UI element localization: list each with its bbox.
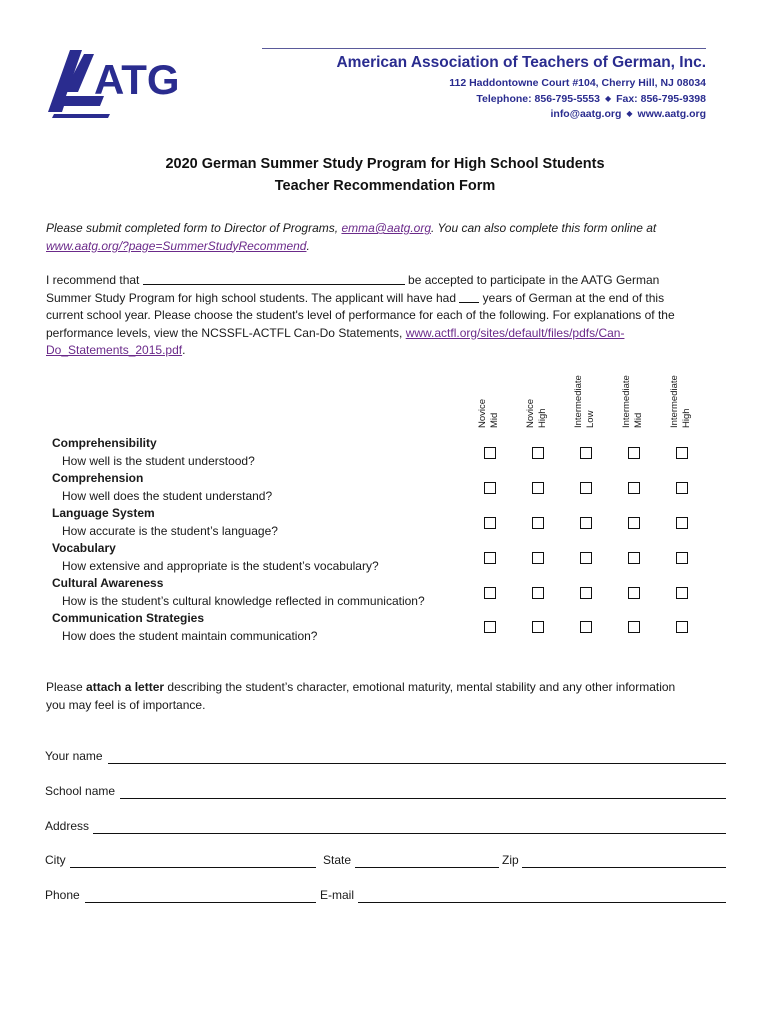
criterion-question: How accurate is the student’s language?: [62, 524, 278, 538]
letter-emphasis: attach a letter: [86, 680, 165, 694]
state-label: State: [323, 853, 352, 867]
state-field[interactable]: [355, 867, 499, 868]
letter-text: Please: [46, 680, 87, 694]
recommend-text: performance levels, view the NCSSFL-ACTFL Can-Do Statements,: [46, 325, 406, 340]
checkbox-novice-mid[interactable]: [484, 552, 496, 564]
checkbox-intermediate-low[interactable]: [580, 552, 592, 564]
org-contact: [550, 108, 706, 120]
city-field[interactable]: [70, 867, 316, 868]
address-field[interactable]: [93, 833, 726, 834]
intro-text: .: [306, 238, 310, 253]
checkbox-novice-mid[interactable]: [484, 621, 496, 633]
org-name: American Association of Teachers of German, Inc.: [336, 54, 706, 71]
checkbox-novice-high[interactable]: [532, 447, 544, 459]
form-title-line2: Teacher Recommendation Form: [274, 178, 496, 194]
checkbox-intermediate-low[interactable]: [580, 621, 592, 633]
intro-text: . You can also complete this form online at: [431, 221, 657, 235]
phone-field[interactable]: [85, 902, 316, 903]
level-header-novice-high: [521, 340, 553, 430]
level-label: Novice High: [525, 398, 548, 428]
checkbox-intermediate-low[interactable]: [580, 517, 592, 529]
org-phone-fax: [476, 93, 706, 105]
intro-paragraph: [46, 220, 726, 255]
checkbox-intermediate-mid[interactable]: [628, 482, 640, 494]
recommend-text: years of German at the end of this: [479, 290, 665, 305]
your-name-field[interactable]: [108, 763, 726, 764]
checkbox-novice-mid[interactable]: [484, 587, 496, 599]
checkbox-intermediate-low[interactable]: [580, 482, 592, 494]
can-do-statements-link-cont[interactable]: Do_Statements_2015.pdf: [46, 343, 183, 357]
level-header-intermediate-high: [665, 340, 697, 430]
address-label: Address: [45, 819, 90, 833]
criterion-title: Language System: [52, 506, 155, 520]
city-label: City: [45, 853, 66, 867]
zip-field[interactable]: [522, 867, 726, 868]
org-address: 112 Haddontowne Court #104, Cherry Hill, NJ 08034: [449, 77, 706, 89]
aatg-logo: [44, 44, 212, 118]
checkbox-intermediate-high[interactable]: [676, 621, 688, 633]
years-blank[interactable]: [459, 290, 479, 303]
criterion-title: Communication Strategies: [52, 611, 205, 625]
diamond-icon: ◆: [626, 109, 633, 118]
level-header-novice-mid: [473, 340, 505, 430]
recommend-text: I recommend that: [46, 273, 143, 287]
org-email[interactable]: info@aatg.org: [550, 108, 622, 120]
checkbox-intermediate-low[interactable]: [580, 587, 592, 599]
level-label: Intermediate Low: [573, 375, 596, 428]
checkbox-intermediate-mid[interactable]: [628, 587, 640, 599]
criterion-question: How extensive and appropriate is the student’s vocabulary?: [62, 559, 379, 573]
recommend-text: .: [182, 343, 186, 357]
level-label: Intermediate Mid: [621, 375, 644, 428]
phone-label: Phone: [45, 888, 80, 902]
zip-label: Zip: [502, 853, 519, 867]
checkbox-intermediate-high[interactable]: [676, 552, 688, 564]
checkbox-intermediate-high[interactable]: [676, 517, 688, 529]
checkbox-novice-high[interactable]: [532, 482, 544, 494]
school-name-field[interactable]: [120, 798, 726, 799]
intro-text: Please submit completed form to Director of Programs,: [46, 221, 342, 235]
checkbox-novice-high[interactable]: [532, 517, 544, 529]
header-rule: [262, 48, 706, 49]
level-label: Novice Mid: [477, 398, 500, 428]
level-header-intermediate-low: [569, 340, 601, 430]
org-telephone: Telephone: 856-795-5553: [476, 93, 600, 105]
criterion-title: Cultural Awareness: [52, 576, 164, 590]
school-name-label: School name: [45, 784, 116, 798]
level-label: Intermediate High: [669, 375, 692, 428]
checkbox-novice-high[interactable]: [532, 552, 544, 564]
checkbox-novice-high[interactable]: [532, 587, 544, 599]
checkbox-intermediate-mid[interactable]: [628, 621, 640, 633]
can-do-statements-link[interactable]: www.actfl.org/sites/default/files/pdfs/Can-: [405, 325, 625, 340]
recommend-text: be accepted to participate in the AATG German: [404, 273, 660, 287]
email-field[interactable]: [358, 902, 726, 903]
email-label: E-mail: [320, 888, 355, 902]
letter-text: you may feel is of importance.: [46, 697, 206, 712]
checkbox-intermediate-high[interactable]: [676, 482, 688, 494]
svg-text:ATG: ATG: [94, 56, 180, 103]
checkbox-novice-high[interactable]: [532, 621, 544, 633]
letter-paragraph: [46, 679, 726, 714]
criterion-question: How is the student’s cultural knowledge reflected in communication?: [62, 594, 425, 608]
checkbox-intermediate-low[interactable]: [580, 447, 592, 459]
criterion-title: Comprehension: [52, 471, 144, 485]
criterion-title: Comprehensibility: [52, 436, 157, 450]
form-title-line1: 2020 German Summer Study Program for High School Students: [165, 156, 605, 172]
checkbox-novice-mid[interactable]: [484, 482, 496, 494]
your-name-label: Your name: [45, 749, 103, 763]
criterion-question: How well does the student understand?: [62, 489, 273, 503]
checkbox-intermediate-mid[interactable]: [628, 447, 640, 459]
checkbox-novice-mid[interactable]: [484, 517, 496, 529]
diamond-icon: ◆: [604, 94, 612, 103]
checkbox-novice-mid[interactable]: [484, 447, 496, 459]
org-website[interactable]: www.aatg.org: [637, 108, 706, 120]
checkbox-intermediate-mid[interactable]: [628, 552, 640, 564]
online-form-link[interactable]: www.aatg.org/?page=SummerStudyRecommend: [46, 238, 307, 253]
criterion-title: Vocabulary: [52, 541, 116, 555]
checkbox-intermediate-high[interactable]: [676, 447, 688, 459]
recommend-text: current school year. Please choose the student's level of performance for each of the following. For explanations of the: [46, 308, 675, 322]
criterion-question: How well is the student understood?: [62, 454, 255, 468]
criterion-question: How does the student maintain communication?: [62, 629, 318, 643]
level-header-intermediate-mid: [617, 340, 649, 430]
checkbox-intermediate-high[interactable]: [676, 587, 688, 599]
letter-text: describing the student’s character, emotional maturity, mental stability and any other information: [164, 680, 676, 694]
checkbox-intermediate-mid[interactable]: [628, 517, 640, 529]
student-name-blank[interactable]: [143, 272, 405, 285]
director-email-link[interactable]: emma@aatg.org: [341, 221, 432, 235]
recommend-text: Summer Study Program for high school students. The applicant will have had: [46, 290, 460, 305]
org-fax: Fax: 856-795-9398: [616, 93, 706, 105]
